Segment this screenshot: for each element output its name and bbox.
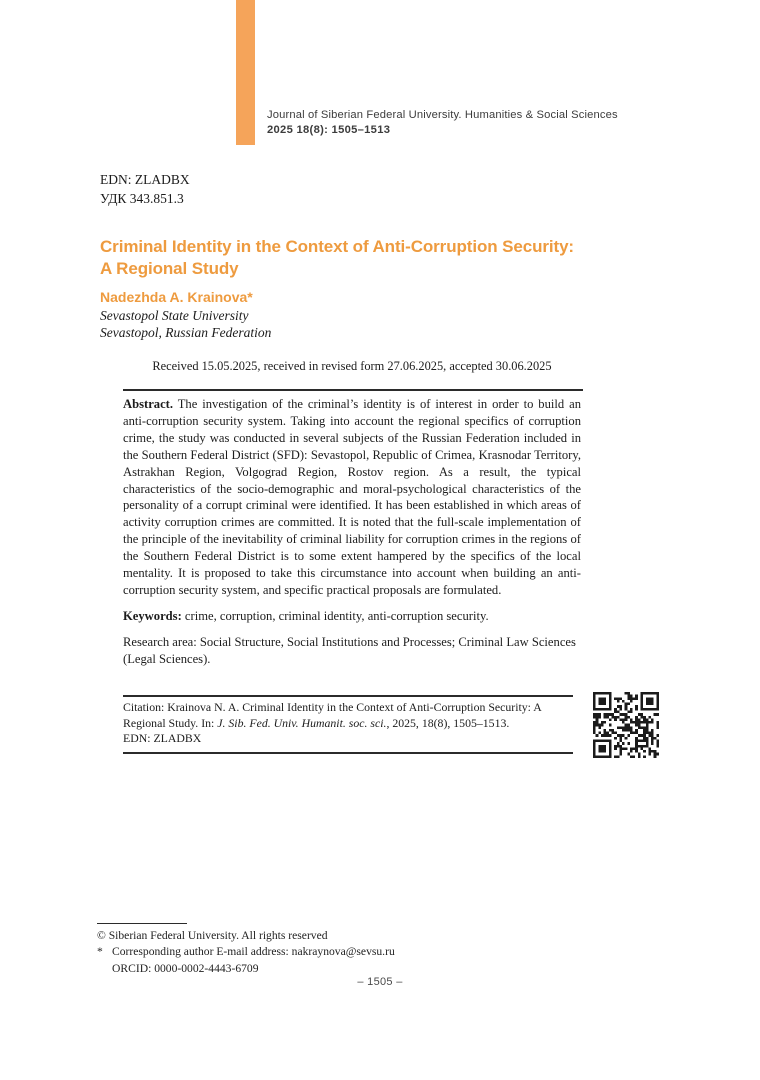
keywords-text: crime, corruption, criminal identity, anti-corruption security. (184, 608, 489, 623)
qr-code-svg (593, 692, 659, 758)
journal-name: Journal of Siberian Federal University. Humanities & Social Sciences (267, 109, 618, 121)
affiliation-location: Sevastopol, Russian Federation (100, 324, 272, 340)
copyright-line: © Siberian Federal University. All rights reserved (97, 929, 328, 942)
asterisk-marker: * (97, 945, 103, 959)
abstract-column (123, 396, 581, 668)
citation-prefix: Citation: Krainova N. A. Criminal Identity in the Context of Anti-Corruption Security: A Regional Study. In: (123, 700, 542, 730)
article-title (100, 236, 620, 279)
journal-issue: 2025 18(8): 1505–1513 (267, 123, 391, 136)
corresponding-author-text: Corresponding author E-mail address: nakraynova@sevsu.ru (112, 945, 395, 959)
abstract-text: The investigation of the criminal’s identity is of interest in order to build an anti-corruption security system. Taking into account the regional specifics of corruption crime, the study was conducted in several subjects of the Russian Federation included in the Southern Federal District (SFD): Sevastopol, Republic of Crimea, Krasnodar Territory, Astrakhan Region, Volgograd Region, Rostov region. As a result, the typical characteristics of the socio-demographic and moral-psychological characteristics of the personality of a corrupt criminal were identified. It has been established in which areas of activity corruption crimes are committed. It is noted that the full-scale implementation of the principle of the inevitability of criminal liability for corruption crimes in the regions of the Southern Federal District is to some extent hampered by the specifics of the local mentality. It is proposed to take this circumstance into account when building an anti-corruption security system, and specific practical proposals are formulated. (123, 397, 581, 597)
keywords-paragraph (123, 608, 581, 625)
udk-code: УДК 343.851.3 (100, 190, 184, 206)
research-area-paragraph: Research area: Social Structure, Social Institutions and Processes; Criminal Law Sciences (Legal Sciences). (123, 634, 576, 666)
article-title-line2: A Regional Study (100, 258, 239, 278)
footnote-rule (97, 923, 187, 924)
article-codes (100, 171, 190, 208)
orcid-line: ORCID: 0000-0002-4443-6709 (112, 961, 259, 975)
journal-header (267, 108, 618, 137)
citation-top-rule (123, 695, 573, 697)
citation-edn: EDN: ZLADBX (123, 731, 202, 746)
received-dates: Received 15.05.2025, received in revised form 27.06.2025, accepted 30.06.2025 (152, 359, 552, 373)
citation-bottom-rule (123, 752, 573, 754)
keywords-label: Keywords: (123, 608, 182, 623)
edn-code: EDN: ZLADBX (100, 172, 190, 187)
abstract-paragraph (123, 396, 581, 599)
qr-code (593, 692, 659, 758)
author-affiliation (100, 308, 271, 342)
abstract-top-rule (123, 389, 583, 391)
author-name: Nadezhda A. Krainova* (100, 289, 253, 305)
citation-journal-abbrev: J. Sib. Fed. Univ. Humanit. soc. sci. (217, 715, 387, 730)
page-number: – 1505 – (357, 976, 403, 988)
abstract-label: Abstract. (123, 397, 174, 411)
affiliation-university: Sevastopol State University (100, 308, 249, 323)
citation-block (123, 700, 573, 747)
corresponding-author-line (97, 944, 395, 960)
citation-suffix: , 2025, 18(8), 1505–1513. (386, 715, 510, 730)
footnotes (97, 928, 395, 977)
accent-bar (236, 0, 255, 145)
article-title-line1: Criminal Identity in the Context of Anti-Corruption Security: (100, 237, 574, 257)
